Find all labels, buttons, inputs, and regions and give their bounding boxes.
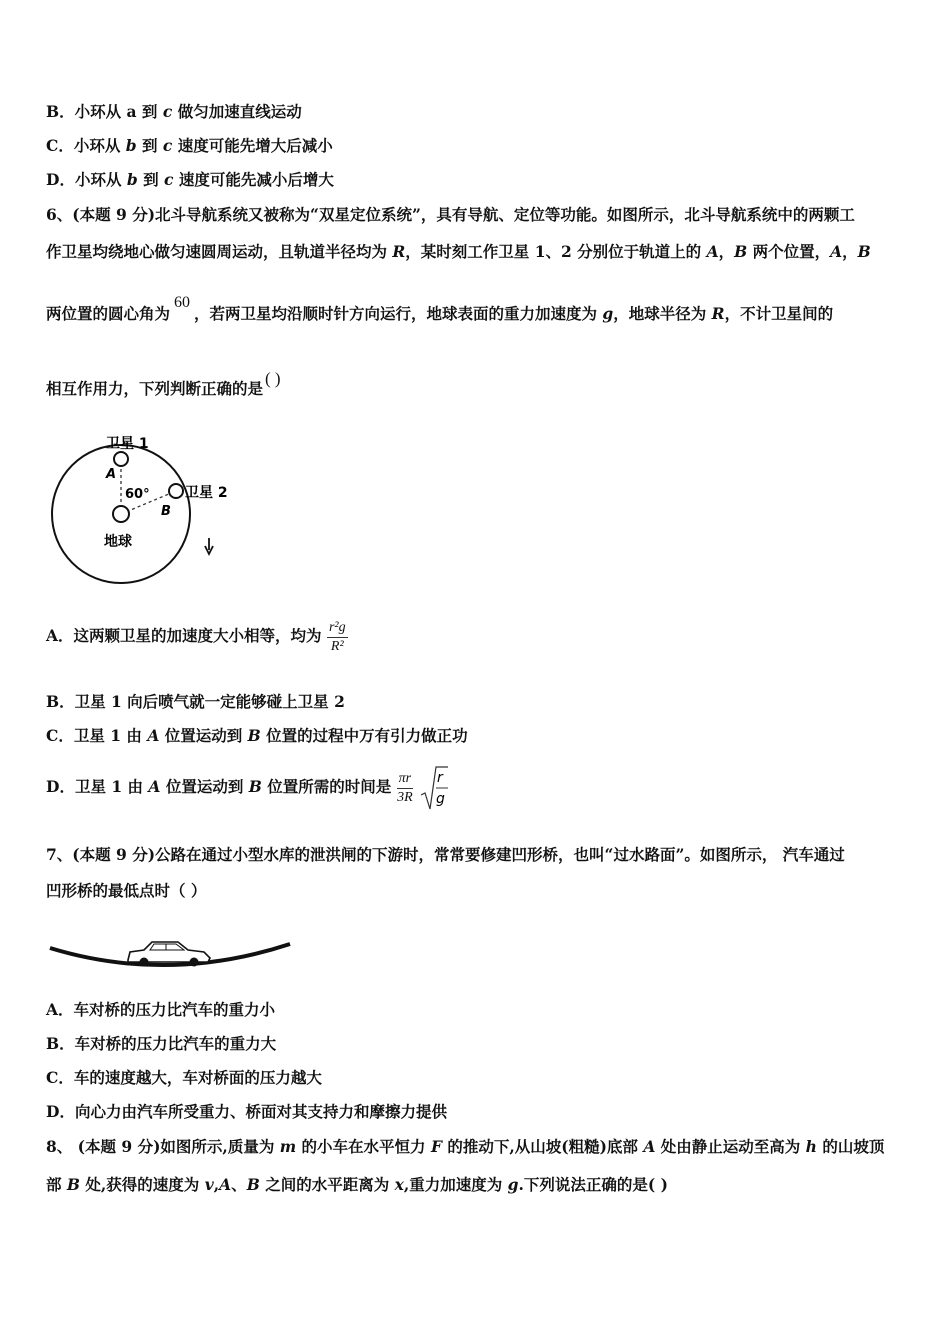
denominator: R² [330,638,344,654]
label-b: B [161,504,171,519]
text: 到 [136,136,163,155]
q7-option-a: A．车对桥的压力比汽车的重力小 [46,1000,276,1019]
var: h [805,1137,817,1156]
text: 的山坡顶 [816,1137,885,1156]
text: 做匀加速直线运动 [172,102,302,121]
var: A [147,726,160,745]
var: B [66,1175,81,1194]
satellite-1 [114,452,128,466]
text: 位置所需的时间是 [261,777,392,796]
label-earth: 地球 [104,534,132,550]
earth-circle [113,506,129,522]
text: 位置的过程中万有引力做正功 [260,726,468,745]
q7-option-b: B．车对桥的压力比汽车的重力大 [46,1034,277,1053]
q5-option-c [46,136,333,156]
sqrt-sign-icon [419,765,449,811]
q7-option-c: C．车的速度越大，车对桥面的压力越大 [46,1068,322,1087]
var: B [857,242,871,261]
satellite-2 [169,484,183,498]
text: ，某时刻工作卫星 1、2 分别位于轨道上的 [405,242,707,261]
var: A [830,242,843,261]
var: R [711,304,725,323]
text: C．卫星 1 由 [46,726,148,745]
numerator: r²g [327,619,348,638]
text: 速度可能先增大后减小 [172,136,333,155]
text: 相互作用力，下列判断正确的是 [46,379,264,398]
q6-stem-line4 [46,369,281,399]
answer-paren: ( ) [265,369,281,388]
var: c [162,136,173,155]
square-root [419,765,449,811]
text: ，地球半径为 [613,304,712,323]
var: A [706,242,719,261]
text: .下列说法正确的是( ) [518,1175,668,1194]
q6-stem-line3 [46,294,834,325]
text: , [213,1175,220,1194]
fraction [397,770,413,807]
var: F [430,1137,442,1156]
label-sat2: 卫星 2 [185,485,228,501]
q6-option-d [46,764,449,811]
var: R [392,242,406,261]
var: A [643,1137,656,1156]
var: b [126,170,138,189]
text: 处由静止运动至高为 [655,1137,806,1156]
text: 位置运动到 [159,726,248,745]
q6-stem-line2 [46,242,871,262]
var: B [734,242,748,261]
text: 的小车在水平恒力 [296,1137,431,1156]
text: 的推动下,从山坡(粗糙)底部 [441,1137,644,1156]
text: D．卫星 1 由 [46,777,149,796]
numerator: πr [397,770,413,789]
text: 到 [137,170,164,189]
q8-stem-line1 [46,1137,884,1157]
q6-stem-line1: 6、(本题 9 分)北斗导航系统又被称为“双星定位系统”，具有导航、定位等功能。如图所示，北斗导航系统中的两颗工 [46,205,855,224]
var: x [394,1175,404,1194]
var: v [204,1175,214,1194]
var: g [602,304,614,323]
denominator: 3R [397,789,413,805]
sqrt-numerator: r [436,770,443,787]
concave-bridge-diagram [46,930,296,974]
var: A [148,777,161,796]
fraction [327,619,348,656]
label-a: A [106,467,117,482]
angle-value: 60 [174,294,191,311]
var: g [507,1175,519,1194]
text: ， [718,242,735,261]
q7-option-d: D．向心力由汽车所受重力、桥面对其支持力和摩擦力提供 [46,1102,447,1121]
label-sat1: 卫星 1 [106,436,149,452]
var: B [248,777,262,796]
var: b [125,136,137,155]
var: c [163,170,174,189]
text: D．小环从 [46,170,127,189]
text: C．小环从 [46,136,126,155]
q7-stem-line2: 凹形桥的最低点时（ ） [46,881,207,900]
text: ，若两卫星均沿顺时针方向运行，地球表面的重力加速度为 [194,304,603,323]
q6-option-c [46,726,468,746]
q5-option-b [46,102,302,122]
satellite-orbit-diagram [46,428,266,588]
q6-option-b: B．卫星 1 向后喷气就一定能够碰上卫星 2 [46,692,345,711]
text: ，不计卫星间的 [724,304,834,323]
text: 处,获得的速度为 [80,1175,205,1194]
text: 速度可能先减小后增大 [173,170,334,189]
q5-option-d [46,170,334,190]
var: B [246,1175,260,1194]
var: B [247,726,261,745]
var: A [219,1175,232,1194]
var: m [279,1137,297,1156]
sqrt-denominator: g [435,791,445,808]
q6-option-a [46,614,348,658]
q8-stem-line2 [46,1175,668,1195]
text: 部 [46,1175,67,1194]
text: 作卫星均绕地心做匀速圆周运动，且轨道半径均为 [46,242,393,261]
label-angle: 60° [125,487,150,502]
text: A．这两颗卫星的加速度大小相等，均为 [46,626,322,645]
car-icon [128,942,210,967]
q7-stem-line1: 7、(本题 9 分)公路在通过小型水库的泄洪闸的下游时，常常要修建凹形桥，也叫“过水路面”。如图所示， 汽车通过 [46,845,845,864]
text: 两个位置， [747,242,831,261]
text: 8、 (本题 9 分)如图所示,质量为 [46,1137,280,1156]
text: ,重力加速度为 [403,1175,508,1194]
text: 、 [231,1175,247,1194]
text: B．小环从 a 到 [46,102,163,121]
text: ， [842,242,858,261]
text: 两位置的圆心角为 [46,304,171,323]
var: c [162,102,173,121]
text: 位置运动到 [160,777,249,796]
text: 之间的水平距离为 [259,1175,395,1194]
